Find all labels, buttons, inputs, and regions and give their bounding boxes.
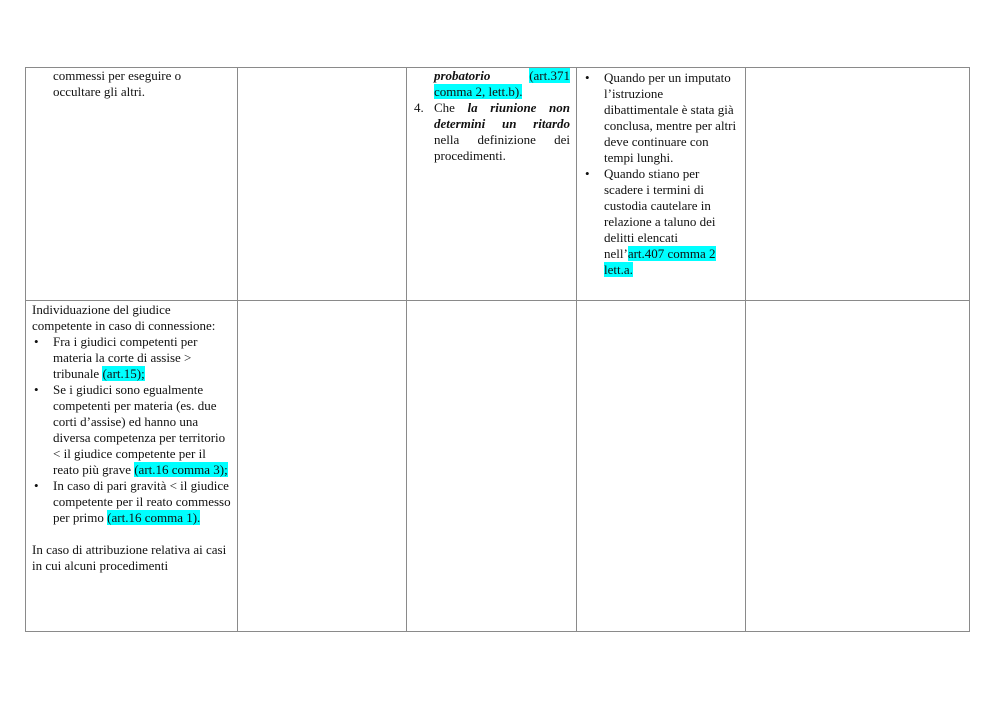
bullet-icon: • <box>34 334 39 349</box>
table-cell <box>407 68 577 301</box>
spacer <box>32 526 231 542</box>
bullet-icon: • <box>585 70 590 85</box>
table-cell-empty <box>407 301 577 632</box>
continued-list-item <box>413 68 570 100</box>
table-row <box>26 68 970 301</box>
table-cell-empty <box>577 301 746 632</box>
list-item-text: Se i giudici sono egualmente competenti per materia (es. due corti d’assise) ed hanno una diversa competenza per territorio < il giudice competente per il reato più grave <box>53 382 226 477</box>
bullet-icon: • <box>34 478 39 493</box>
list-item-text: Che <box>434 100 468 115</box>
list-item-text: Fra i giudici competenti per materia la corte di assise > tribunale <box>53 334 198 381</box>
list-item <box>32 478 231 526</box>
table-cell-empty <box>238 301 407 632</box>
closing-text: In caso di attribuzione relativa ai casi in cui alcuni procedimenti <box>32 542 227 573</box>
bullet-list <box>583 70 739 278</box>
list-item-text: Quando stiano per scadere i termini di custodia cautelare in relazione a taluno dei delitti elencati nell’ <box>604 166 716 261</box>
article-reference: art.407 comma 2 lett.a. <box>604 246 716 277</box>
continued-text: commessi per eseguire o occultare gli altri. <box>53 68 182 99</box>
article-reference: (art.15); <box>102 366 145 381</box>
list-item-text: Quando per un imputato l’istruzione dibattimentale è stata già conclusa, mentre per altri deve continuare con tempi lunghi. <box>604 70 737 165</box>
bold-term: la riunione non determini un ritardo <box>434 100 570 131</box>
table-cell-empty <box>746 68 970 301</box>
list-item-text: In caso di pari gravità < il giudice competente per il reato commesso per primo <box>53 478 231 525</box>
list-item <box>583 70 739 166</box>
bullet-list <box>32 334 231 526</box>
table-cell <box>26 301 238 632</box>
numbered-list <box>413 100 570 164</box>
table-cell <box>26 68 238 301</box>
article-reference: (art.371 comma 2, lett.b). <box>434 68 570 99</box>
intro-text: Individuazione del giudice competente in caso di connessione: <box>32 302 216 333</box>
list-number: 4. <box>414 100 424 115</box>
bullet-icon: • <box>34 382 39 397</box>
list-item <box>32 334 231 382</box>
bold-term: probatorio <box>434 68 491 83</box>
article-reference: (art.16 comma 3); <box>134 462 228 477</box>
article-reference: (art.16 comma 1). <box>107 510 201 525</box>
list-item <box>32 382 231 478</box>
list-item-text: nella definizione dei procedimenti. <box>434 132 570 163</box>
table-cell-empty <box>746 301 970 632</box>
document-table <box>25 67 970 632</box>
list-item <box>583 166 739 278</box>
bullet-icon: • <box>585 166 590 181</box>
table-cell <box>577 68 746 301</box>
table-row <box>26 301 970 632</box>
table-cell-empty <box>238 68 407 301</box>
list-item <box>413 100 570 164</box>
